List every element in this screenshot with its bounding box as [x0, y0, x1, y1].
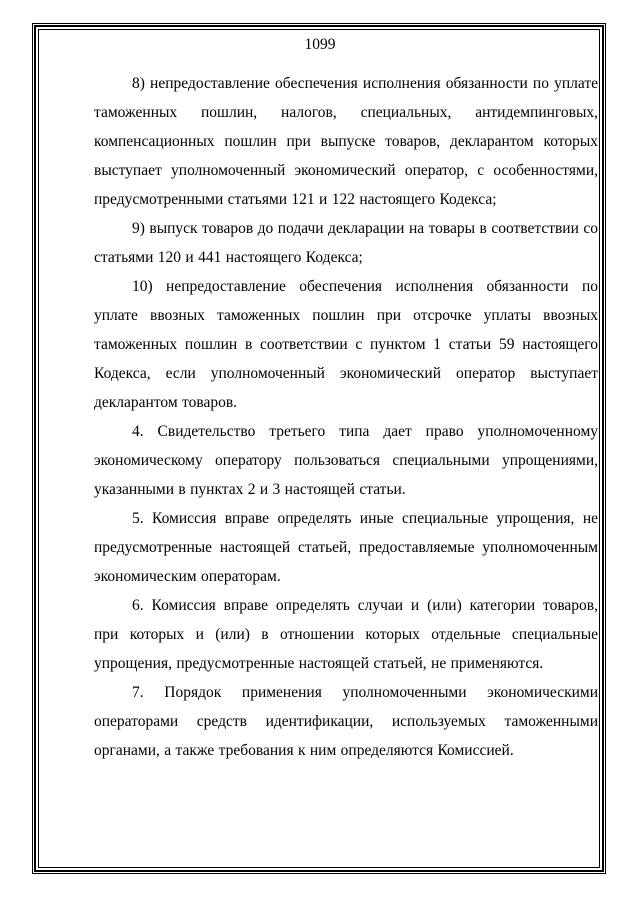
paragraph-point-5: 5. Комиссия вправе определять иные специальные упрощения, не предусмотренные настоящей статьей, предоставляемые уполномоченным экономическим операторам. — [94, 510, 598, 585]
paragraph-item-8: 8) непредоставление обеспечения исполнения обязанности по уплате таможенных пошлин, налогов, специальных, антидемпинговых, компенсационных пошлин при выпуске товаров, декларантом которых выступает уполномоченный экономический оператор, с особенностями, предусмотренными статьями 121 и 122 настоящего Кодекса; — [94, 75, 598, 208]
page-number: 1099 — [304, 36, 336, 53]
document-body — [94, 69, 598, 765]
paragraph-point-7: 7. Порядок применения уполномоченными экономическими операторами средств идентификации, используемых таможенными органами, а также требования к ним определяются Комиссией. — [94, 684, 598, 759]
paragraph-item-9: 9) выпуск товаров до подачи декларации на товары в соответствии со статьями 120 и 441 настоящего Кодекса; — [94, 220, 598, 266]
paragraph-point-4: 4. Свидетельство третьего типа дает право уполномоченному экономическому оператору пользоваться специальными упрощениями, указанными в пунктах 2 и 3 настоящей статьи. — [94, 423, 598, 498]
paragraph-item-10: 10) непредоставление обеспечения исполнения обязанности по уплате ввозных таможенных пошлин при отсрочке уплаты ввозных таможенных пошлин в соответствии с пунктом 1 статьи 59 настоящего Кодекса, если уполномоченный экономический оператор выступает декларантом товаров. — [94, 278, 598, 411]
paragraph-point-6: 6. Комиссия вправе определять случаи и (или) категории товаров, при которых и (или) в отношении которых отдельные специальные упрощения, предусмотренные настоящей статьей, не применяются. — [94, 597, 598, 672]
